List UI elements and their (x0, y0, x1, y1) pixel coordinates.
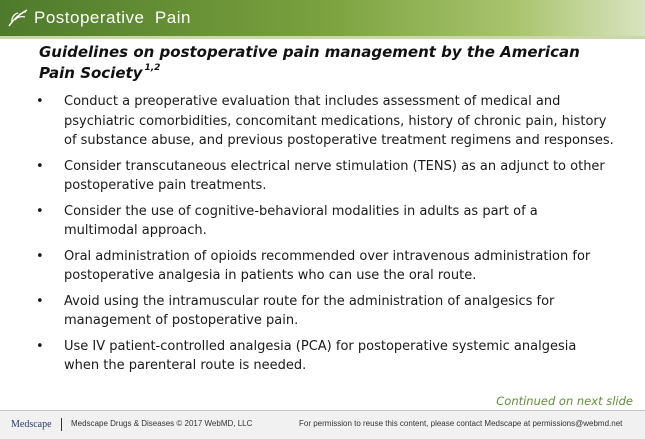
footer (0, 411, 645, 439)
list-item-text: Conduct a preoperative evaluation that includes assessment of medical and psychiatric comorbidities, concomitant medications, history of chronic pain, history of substance abuse, and previous postoperative treatment regimens and responses. (64, 94, 614, 148)
list-item (34, 157, 614, 196)
bullet-icon: • (36, 338, 44, 354)
list-item-text: Oral administration of opioids recommended over intravenous administration for postoperative analgesia in patients who can use the oral route. (64, 248, 591, 283)
list-item-text: Avoid using the intramuscular route for the administration of analgesics for management of postoperative pain. (64, 293, 555, 328)
list-item-text: Use IV patient-controlled analgesia (PCA) for postoperative systemic analgesia when the parenteral route is needed. (64, 338, 577, 373)
bullet-icon: • (36, 203, 44, 219)
header-divider (0, 36, 645, 39)
bullet-icon: • (36, 248, 44, 264)
footer-separator (61, 418, 62, 431)
subtitle-references: 1,2 (144, 63, 161, 73)
slide-title: Postoperative Pain (34, 8, 191, 27)
guideline-list (34, 92, 614, 382)
list-item-text: Consider transcutaneous electrical nerve stimulation (TENS) as an adjunct to other postoperative pain treatments. (64, 158, 605, 193)
subtitle-text: Guidelines on postoperative pain management by the American Pain Society (39, 43, 580, 82)
list-item (34, 202, 614, 241)
list-item-text: Consider the use of cognitive-behavioral modalities in adults as part of a multimodal approach. (64, 203, 538, 238)
footer-permission: For permission to reuse this content, please contact Medscape at permissions@webmd.net (299, 419, 623, 428)
list-item (34, 292, 614, 331)
medscape-leaf-icon (7, 8, 29, 28)
bullet-icon: • (36, 158, 44, 174)
continued-note: Continued on next slide (496, 394, 633, 408)
medscape-logo: Medscape (11, 419, 52, 430)
list-item (34, 247, 614, 286)
slide-subtitle (39, 42, 619, 84)
bullet-icon: • (36, 293, 44, 309)
bullet-icon: • (36, 94, 44, 109)
list-item (34, 337, 614, 376)
list-item (34, 92, 614, 151)
footer-copyright: Medscape Drugs & Diseases © 2017 WebMD, LLC (71, 419, 253, 428)
